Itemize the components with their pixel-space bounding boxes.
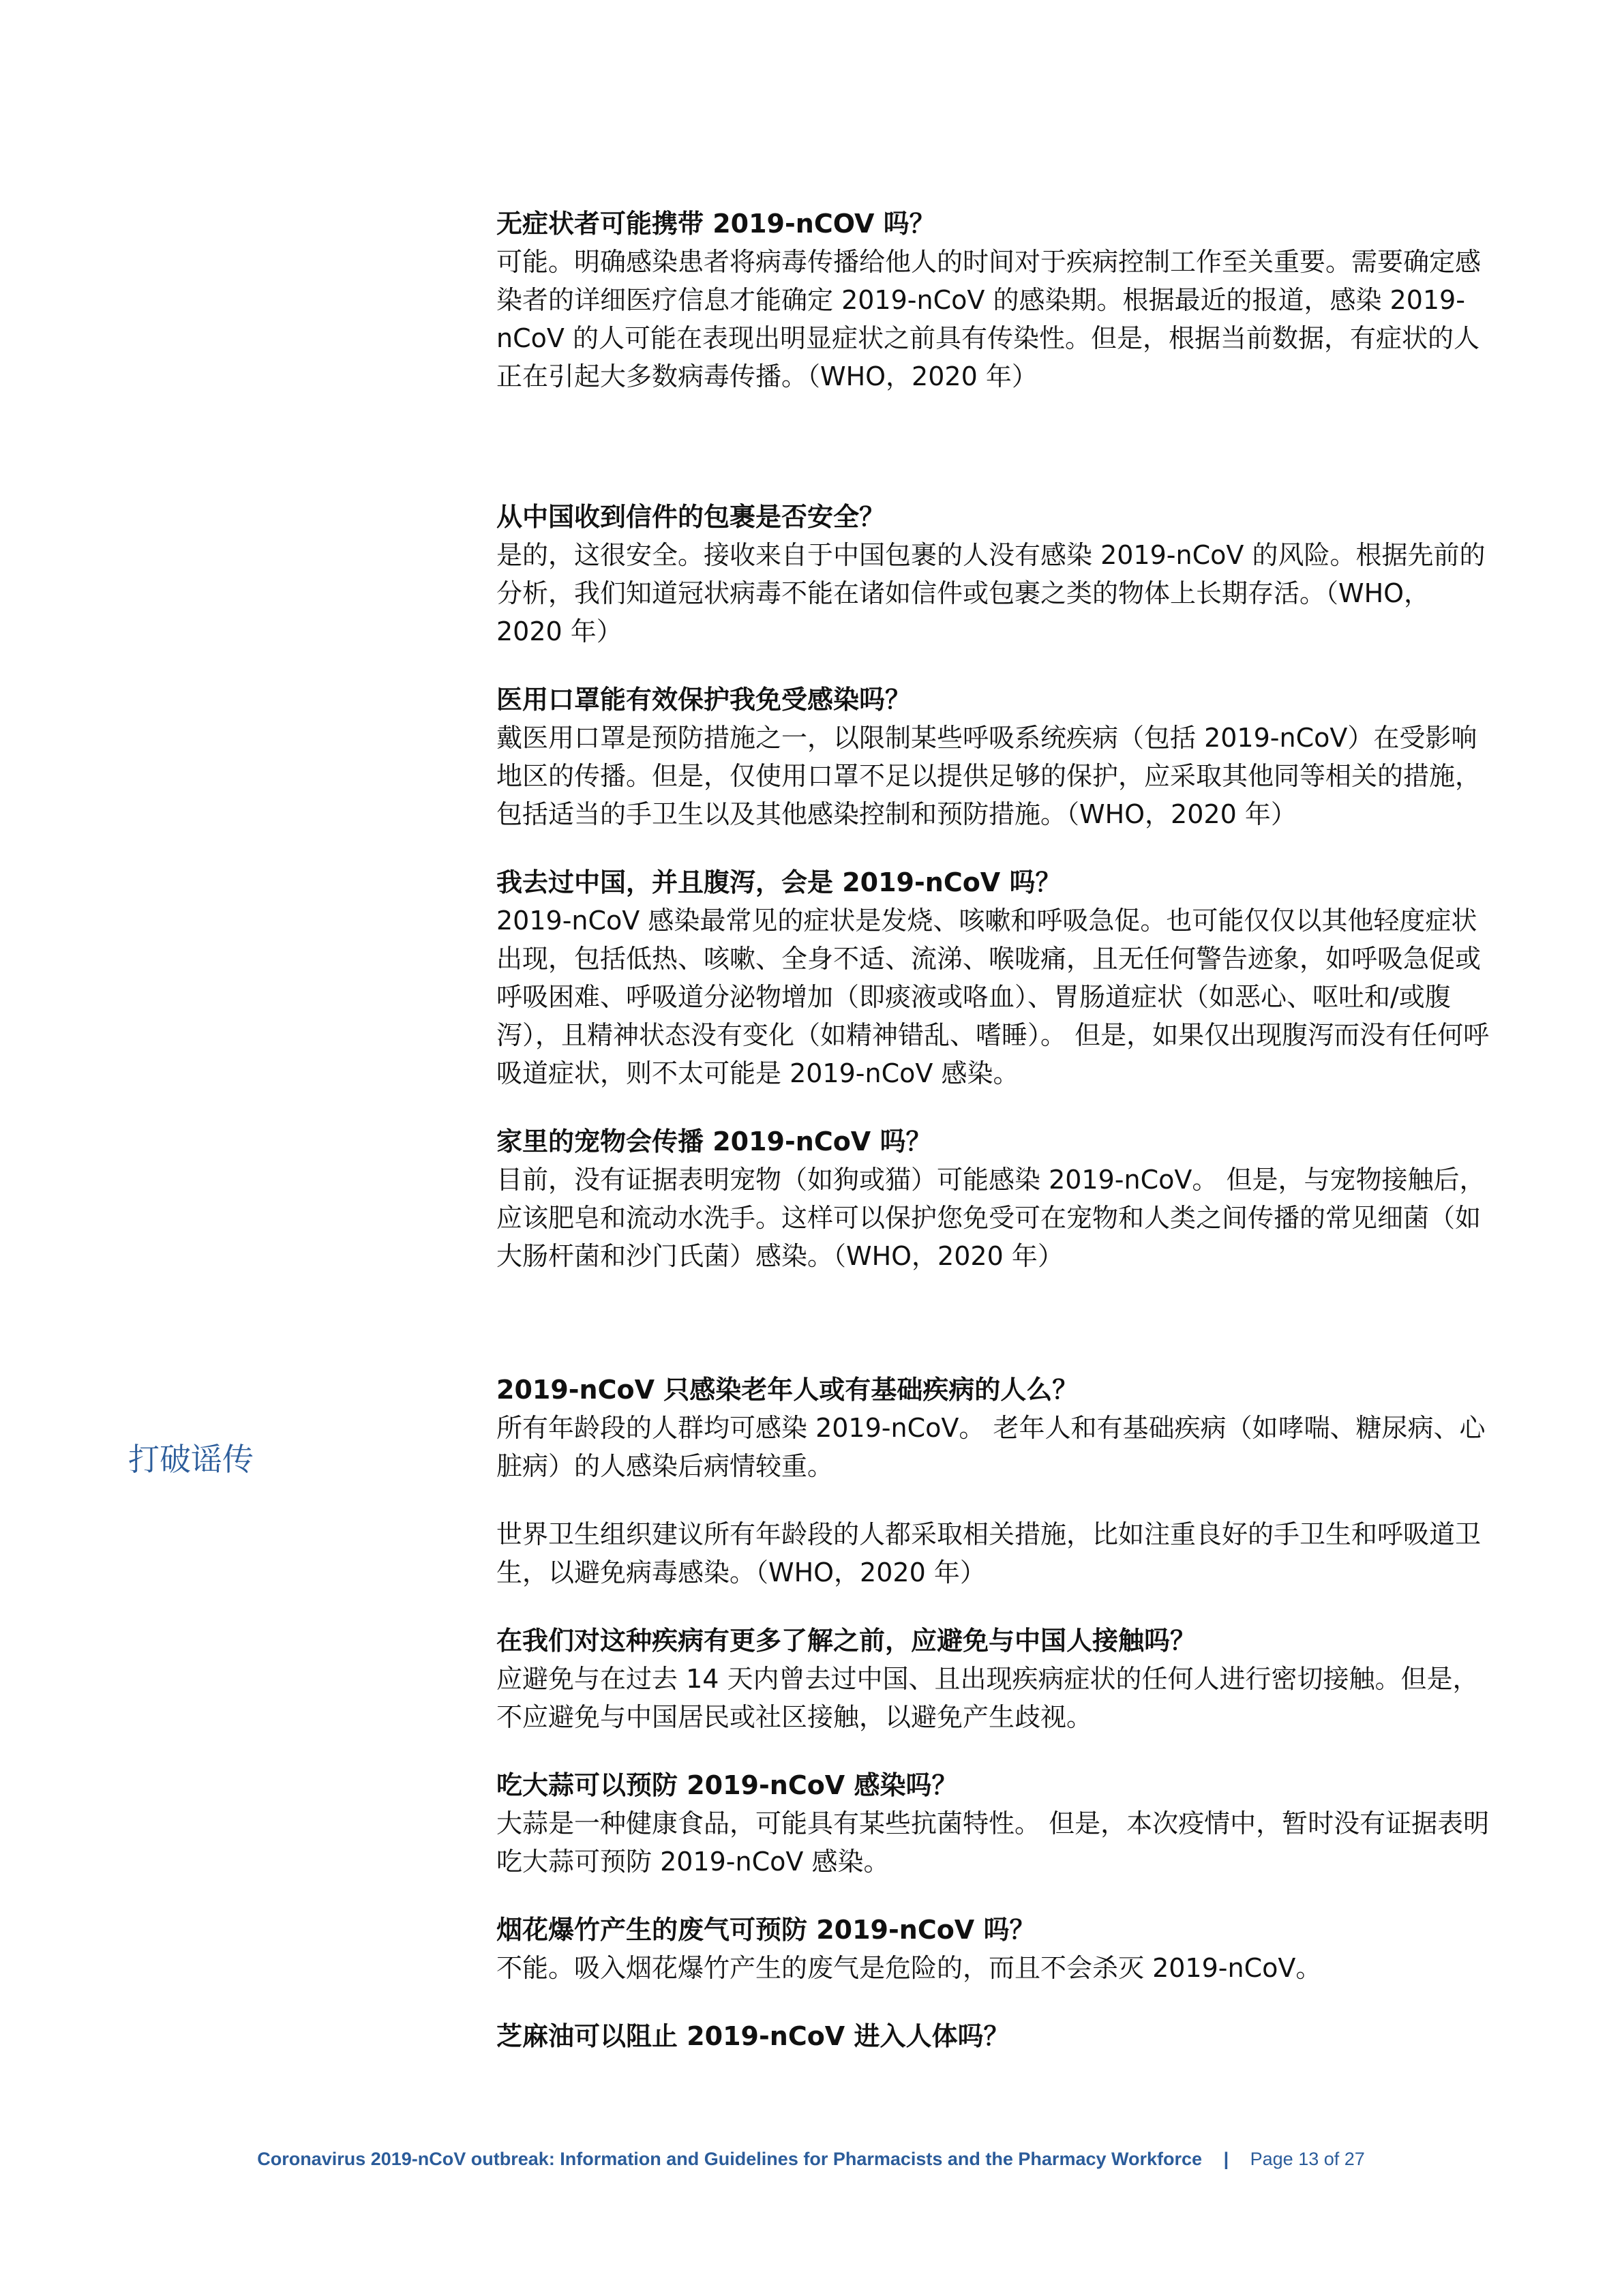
faq-question: 我去过中国，并且腹泻，会是 2019-nCoV 吗？ xyxy=(496,867,1062,897)
main-content xyxy=(496,205,1492,2055)
myth-section-label: 打破谣传 xyxy=(128,1441,254,1478)
faq-answer: 是的，这很安全。接收来自于中国包裹的人没有感染 2019-nCoV 的风险。根据先前的分析，我们知道冠状病毒不能在诸如信件或包裹之类的物体上长期存活。（WHO，2020 年） xyxy=(496,540,1486,646)
myth-question: 2019-nCoV 只感染老年人或有基础疾病的人么？ xyxy=(496,1375,1079,1405)
faq-item xyxy=(496,1122,1492,1275)
myth-question: 芝麻油可以阻止 2019-nCoV 进入人体吗？ xyxy=(496,2021,1010,2051)
faq-item xyxy=(496,681,1492,833)
faq-item xyxy=(496,498,1492,651)
faq-question: 从中国收到信件的包裹是否安全？ xyxy=(496,502,886,532)
page-number: Page 13 of 27 xyxy=(1250,2149,1365,2169)
page-footer xyxy=(0,2145,1622,2173)
myth-answer: 大蒜是一种健康食品，可能具有某些抗菌特性。 但是，本次疫情中，暂时没有证据表明吃大蒜可预防 2019-nCoV 感染。 xyxy=(496,1808,1490,1877)
myth-question: 在我们对这种疾病有更多了解之前，应避免与中国人接触吗？ xyxy=(496,1626,1197,1656)
myth-question: 烟花爆竹产生的废气可预防 2019-nCoV 吗？ xyxy=(496,1915,1036,1945)
myth-answer: 所有年龄段的人群均可感染 2019-nCoV。 老年人和有基础疾病（如哮喘、糖尿病、心脏病）的人感染后病情较重。 xyxy=(496,1413,1486,1481)
faq-answer: 目前，没有证据表明宠物（如狗或猫）可能感染 2019-nCoV。 但是，与宠物接触后，应该肥皂和流动水洗手。这样可以保护您免受可在宠物和人类之间传播的常见细菌（如大肠杆菌和沙门氏菌）感染。（WHO，2020 年） xyxy=(496,1165,1486,1271)
faq-answer: 2019-nCoV 感染最常见的症状是发烧、咳嗽和呼吸急促。也可能仅仅以其他轻度症状出现，包括低热、咳嗽、全身不适、流涕、喉咙痛，且无任何警告迹象，如呼吸急促或呼吸困难、呼吸道分泌物增加（即痰液或咯血）、胃肠道症状（如恶心、呕吐和/或腹泻），且精神状态没有变化（如精神错乱、嗜睡）。 但是，如果仅出现腹泻而没有任何呼吸道症状，则不太可能是 2019-nCoV 感染。 xyxy=(496,906,1490,1088)
myth-item xyxy=(496,2017,1492,2055)
footer-title: Coronavirus 2019-nCoV outbreak: Information and Guidelines for Pharmacists and the Pharmacy Workforce xyxy=(257,2149,1203,2169)
myth-item xyxy=(496,1622,1492,1736)
faq-question: 无症状者可能携带 2019-nCOV 吗？ xyxy=(496,209,935,239)
faq-item xyxy=(496,205,1492,396)
faq-answer: 戴医用口罩是预防措施之一，以限制某些呼吸系统疾病（包括 2019-nCoV）在受影响地区的传播。但是，仅使用口罩不足以提供足够的保护，应采取其他同等相关的措施，包括适当的手卫生以及其他感染控制和预防措施。（WHO，2020 年） xyxy=(496,723,1482,829)
myth-answer: 不能。吸入烟花爆竹产生的废气是危险的，而且不会杀灭 2019-nCoV。 xyxy=(496,1953,1322,1983)
faq-question: 家里的宠物会传播 2019-nCoV 吗？ xyxy=(496,1127,932,1157)
faq-item xyxy=(496,863,1492,1092)
footer-separator: | xyxy=(1223,2149,1229,2169)
myth-item xyxy=(496,1766,1492,1881)
faq-answer: 可能。明确感染患者将病毒传播给他人的时间对于疾病控制工作至关重要。需要确定感染者的详细医疗信息才能确定 2019-nCoV 的感染期。根据最近的报道，感染 2019-nCoV 的人可能在表现出明显症状之前具有传染性。但是，根据当前数据，有症状的人正在引起大多数病毒传播。（WHO，2020 年） xyxy=(496,247,1482,391)
myth-answer: 应避免与在过去 14 天内曾去过中国、且出现疾病症状的任何人进行密切接触。但是，不应避免与中国居民或社区接触，以避免产生歧视。 xyxy=(496,1664,1479,1732)
myth-answer-continued: 世界卫生组织建议所有年龄段的人都采取相关措施，比如注重良好的手卫生和呼吸道卫生，以避免病毒感染。（WHO，2020 年） xyxy=(496,1519,1482,1587)
faq-question: 医用口罩能有效保护我免受感染吗？ xyxy=(496,685,912,715)
myth-question: 吃大蒜可以预防 2019-nCoV 感染吗？ xyxy=(496,1770,958,1800)
myth-item xyxy=(496,1371,1492,1592)
myth-item xyxy=(496,1911,1492,1987)
